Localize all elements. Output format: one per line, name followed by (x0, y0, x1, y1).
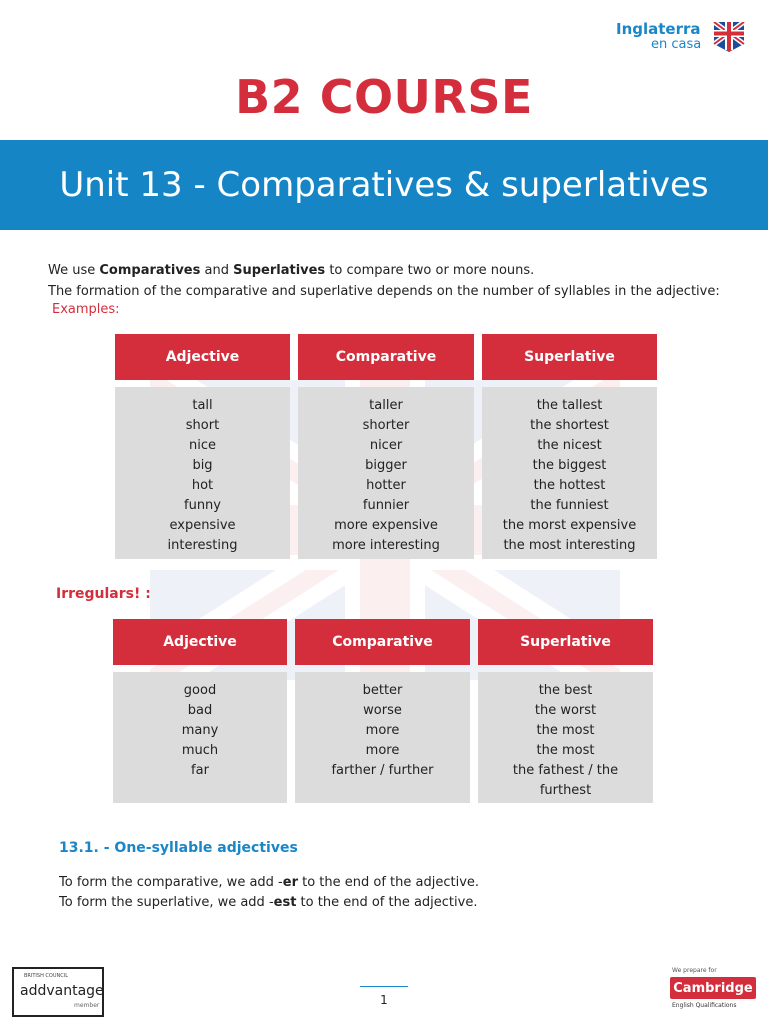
table1-header: Comparative (298, 334, 474, 380)
superlative-rule: To form the superlative, we add -est to the end of the adjective. (59, 895, 478, 910)
intro-line-1: We use Comparatives and Superlatives to compare two or more nouns. (48, 263, 535, 278)
table-cell: the tallest (536, 398, 603, 413)
table1-header: Superlative (482, 334, 657, 380)
page-number-divider (360, 986, 408, 987)
british-council-mark: BRITISH COUNCIL (24, 973, 69, 979)
table-cell: the biggest (532, 458, 607, 473)
table1-header: Adjective (115, 334, 290, 380)
suffix-est: est (273, 895, 297, 910)
table-cell: taller (369, 398, 403, 413)
table-cell: better (362, 683, 403, 698)
irregulars-label: Irregulars! : (56, 586, 151, 602)
table-cell: short (185, 418, 220, 433)
table-cell: the most (536, 723, 595, 738)
table-cell: worse (363, 703, 402, 718)
table-cell: nicer (369, 438, 403, 453)
examples-label: Examples: (52, 302, 120, 317)
keyword-comparatives: Comparatives (99, 263, 201, 278)
table-cell: the shortest (530, 418, 609, 433)
table-cell: the hottest (533, 478, 606, 493)
table2-cells (113, 672, 287, 803)
addvantage-wordmark: addvantage (20, 983, 104, 999)
table-cell: bad (187, 703, 213, 718)
cambridge-logo (668, 967, 758, 1013)
logo-subtitle: en casa (651, 37, 702, 52)
intro-line-2: The formation of the comparative and superlative depends on the number of syllables in the adjective: (48, 284, 720, 299)
table-cell: tall (192, 398, 213, 413)
table-cell: big (192, 458, 213, 473)
table-cell: hot (191, 478, 214, 493)
table-cell: funny (184, 498, 221, 513)
suffix-er: er (282, 875, 298, 890)
brand-logo (616, 18, 746, 58)
table2-column-superlative (478, 619, 653, 803)
member-label: member (74, 1002, 100, 1009)
table-cell: more (365, 723, 400, 738)
table2-cells (295, 672, 470, 803)
table2-header: Superlative (478, 619, 653, 665)
table-cell: interesting (167, 538, 238, 553)
table-cell: more interesting (332, 538, 440, 553)
table-cell: many (181, 723, 219, 738)
table-cell: farther / further (331, 763, 434, 778)
table1-column-adjective (115, 334, 290, 559)
table-cell: the morst expensive (502, 518, 637, 533)
table1-column-comparative (298, 334, 474, 559)
comparative-rule: To form the comparative, we add -er to the end of the adjective. (59, 875, 480, 890)
regular-forms-table (115, 334, 657, 559)
table1-column-superlative (482, 334, 657, 559)
table-cell: funnier (362, 498, 410, 513)
table-cell: good (183, 683, 217, 698)
table2-header: Adjective (113, 619, 287, 665)
table-cell: bigger (365, 458, 407, 473)
table-cell: shorter (362, 418, 410, 433)
cambridge-badge: Cambridge (670, 977, 756, 999)
table-cell: the most (536, 743, 595, 758)
table2-column-comparative (295, 619, 470, 803)
table-cell: nice (189, 438, 216, 453)
table-cell: the funniest (530, 498, 609, 513)
table2-column-adjective (113, 619, 287, 803)
unit-title: Unit 13 - Comparatives & superlatives (59, 165, 709, 205)
table-cell: the fathest / the (512, 763, 619, 778)
section-text (59, 873, 479, 913)
addvantage-logo (12, 967, 104, 1017)
table-cell: the most interesting (503, 538, 636, 553)
page-number: 1 (380, 993, 388, 1007)
logo-name: Inglaterra (616, 20, 701, 38)
table-cell: more expensive (334, 518, 438, 533)
unit-banner (0, 140, 768, 230)
table-cell: expensive (169, 518, 236, 533)
cambridge-tagline: We prepare for (672, 967, 717, 974)
table-cell: furthest (539, 783, 592, 798)
table-cell: much (181, 743, 219, 758)
cambridge-subtitle: English Qualifications (672, 1002, 737, 1009)
table2-header: Comparative (295, 619, 470, 665)
table-cell: hotter (366, 478, 406, 493)
intro-text (48, 260, 738, 302)
section-title: 13.1. - One-syllable adjectives (59, 840, 298, 856)
course-title: B2 COURSE (235, 70, 533, 124)
table-cell: the nicest (537, 438, 602, 453)
table-cell: far (191, 763, 209, 778)
table1-cells (298, 387, 474, 559)
keyword-superlatives: Superlatives (233, 263, 326, 278)
union-jack-icon (712, 22, 746, 52)
table-cell: the worst (534, 703, 597, 718)
table-cell: more (365, 743, 400, 758)
irregular-forms-table (113, 619, 653, 803)
table-cell: the best (538, 683, 593, 698)
table1-cells (115, 387, 290, 559)
table2-cells (478, 672, 653, 803)
table1-cells (482, 387, 657, 559)
